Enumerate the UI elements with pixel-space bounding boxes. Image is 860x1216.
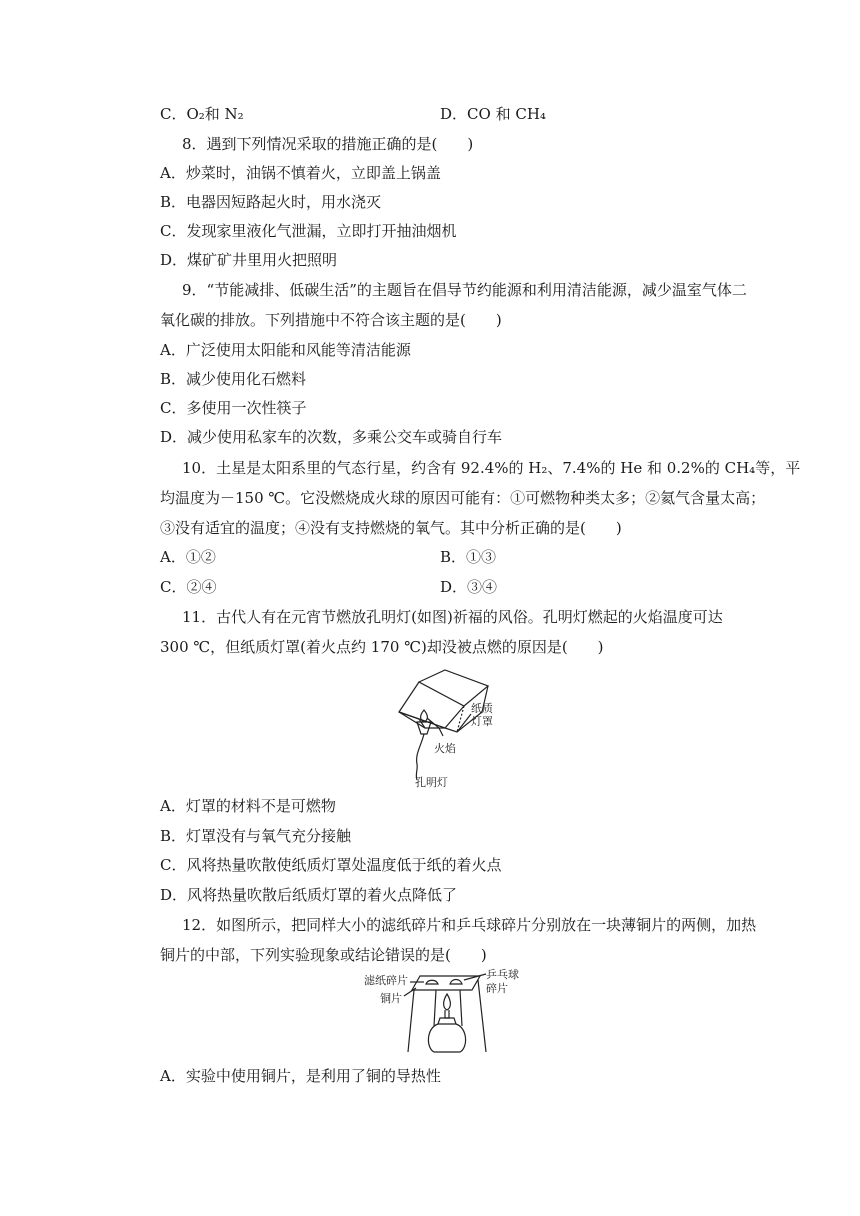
q10-option-b: B．①③ — [440, 548, 497, 566]
q11-option-d: D．风将热量吹散后纸质灯罩的着火点降低了 — [160, 886, 458, 904]
q9-option-d: D．减少使用私家车的次数，多乘公交车或骑自行车 — [160, 428, 503, 446]
q9-stem-line2: 氧化碳的排放。下列措施中不符合该主题的是( ) — [160, 311, 502, 329]
q10-option-a: A．①② — [160, 548, 216, 566]
label-lampshade-1: 纸质 — [471, 702, 493, 715]
q9-stem-line1: 9．“节能减排、低碳生活”的主题旨在倡导节约能源和利用清洁能源，减少温室气体二 — [182, 281, 747, 299]
q11-stem-line2: 300 ℃，但纸质灯罩(着火点约 170 ℃)却没被点燃的原因是( ) — [160, 638, 604, 656]
q9-option-c: C．多使用一次性筷子 — [160, 399, 307, 417]
apparatus-drawing — [404, 974, 486, 1052]
q7-option-d: D．CO 和 CH₄ — [440, 105, 546, 123]
q10-stem-line3: ③没有适宜的温度；④没有支持燃烧的氧气。其中分析正确的是( ) — [160, 519, 622, 537]
q12-stem-line2: 铜片的中部，下列实验现象或结论错误的是( ) — [160, 946, 487, 964]
label-copper: 铜片 — [380, 992, 402, 1005]
label-lantern: 孔明灯 — [415, 776, 448, 789]
q8-stem: 8．遇到下列情况采取的措施正确的是( ) — [182, 135, 474, 153]
q12-option-a: A．实验中使用铜片，是利用了铜的导热性 — [160, 1067, 441, 1085]
q11-stem-line1: 11．古代人有在元宵节燃放孔明灯(如图)祈福的风俗。孔明灯燃起的火焰温度可达 — [182, 608, 723, 626]
q7-option-c: C．O₂和 N₂ — [160, 105, 244, 123]
label-pingpong-2: 碎片 — [486, 982, 508, 995]
q11-option-b: B．灯罩没有与氧气充分接触 — [160, 827, 352, 845]
label-lampshade-2: 灯罩 — [471, 715, 493, 728]
q11-option-a: A．灯罩的材料不是可燃物 — [160, 797, 336, 815]
label-flame: 火焰 — [434, 742, 456, 755]
q8-option-d: D．煤矿矿井里用火把照明 — [160, 251, 338, 269]
q9-option-a: A．广泛使用太阳能和风能等清洁能源 — [160, 341, 411, 359]
q10-stem-line1: 10．土星是太阳系里的气态行星，约含有 92.4%的 H₂、7.4%的 He 和 0.2%的 CH₄等，平 — [182, 459, 801, 477]
q12-stem-line1: 12．如图所示，把同样大小的滤纸碎片和乒乓球碎片分别放在一块薄铜片的两侧，加热 — [182, 916, 757, 934]
label-filter-paper: 滤纸碎片 — [364, 974, 408, 987]
q10-option-d: D．③④ — [440, 578, 498, 596]
label-pingpong-1: 乒乓球 — [486, 968, 519, 981]
q10-stem-line2: 均温度为－150 ℃。它没燃烧成火球的原因可能有：①可燃物种类太多；②氦气含量太高； — [160, 489, 766, 507]
q8-option-b: B．电器因短路起火时，用水浇灭 — [160, 193, 382, 211]
q8-option-c: C．发现家里液化气泄漏，立即打开抽油烟机 — [160, 222, 457, 240]
kongming-lantern-figure — [385, 664, 505, 792]
q11-option-c: C．风将热量吹散使纸质灯罩处温度低于纸的着火点 — [160, 856, 502, 874]
q10-option-c: C．②④ — [160, 578, 217, 596]
q8-option-a: A．炒菜时，油锅不慎着火，立即盖上锅盖 — [160, 164, 441, 182]
q9-option-b: B．减少使用化石燃料 — [160, 370, 307, 388]
copper-plate-figure — [360, 966, 530, 1062]
